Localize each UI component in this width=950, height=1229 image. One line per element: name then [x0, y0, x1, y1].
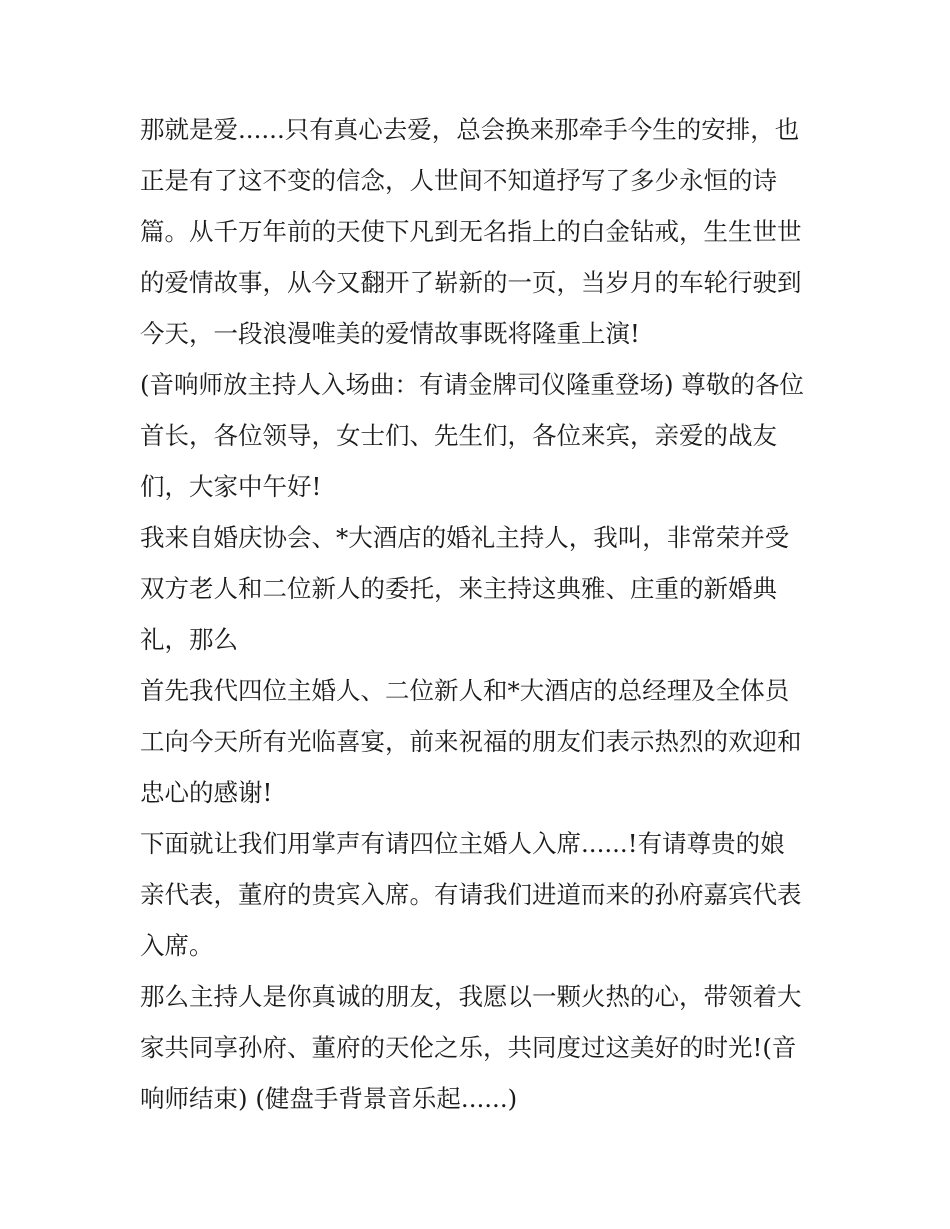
text-line: 那就是爱......只有真心去爱，总会换来那牵手今生的安排，也	[140, 115, 800, 144]
text-line: 亲代表，董府的贵宾入席。有请我们进道而来的孙府嘉宾代表	[140, 880, 802, 909]
text-line: 们，大家中午好!	[140, 472, 322, 501]
text-line: 首先我代四位主婚人、二位新人和*大酒店的总经理及全体员	[140, 676, 790, 705]
text-line: 首长，各位领导，女士们、先生们，各位来宾，亲爱的战友	[140, 421, 777, 450]
text-line: 工向今天所有光临喜宴，前来祝福的朋友们表示热烈的欢迎和	[140, 727, 802, 756]
text-line: 正是有了这不变的信念，人世间不知道抒写了多少永恒的诗	[140, 166, 777, 195]
document-body	[140, 104, 820, 1124]
text-line: 我来自婚庆协会、*大酒店的婚礼主持人，我叫，非常荣并受	[140, 523, 790, 552]
text-line: (音响师放主持人入场曲：有请金牌司仪隆重登场) 尊敬的各位	[140, 370, 804, 399]
text-line: 家共同享孙府、董府的天伦之乐，共同度过这美好的时光!(音	[140, 1033, 797, 1062]
text-line: 那么主持人是你真诚的朋友，我愿以一颗火热的心，带领着大	[140, 982, 802, 1011]
text-line: 今天，一段浪漫唯美的爱情故事既将隆重上演!	[140, 319, 640, 348]
text-line: 的爱情故事，从今又翻开了崭新的一页，当岁月的车轮行驶到	[140, 268, 802, 297]
text-line: 入席。	[140, 931, 214, 960]
text-line: 双方老人和二位新人的委托，来主持这典雅、庄重的新婚典	[140, 574, 777, 603]
text-line: 礼，那么	[140, 625, 238, 654]
text-line: 下面就让我们用掌声有请四位主婚人入席......!有请尊贵的娘	[140, 829, 785, 858]
text-line: 篇。从千万年前的天使下凡到无名指上的白金钻戒，生生世世	[140, 217, 802, 246]
text-line: 忠心的感谢!	[140, 778, 273, 807]
text-line: 响师结束) (健盘手背景音乐起......)	[140, 1084, 518, 1113]
